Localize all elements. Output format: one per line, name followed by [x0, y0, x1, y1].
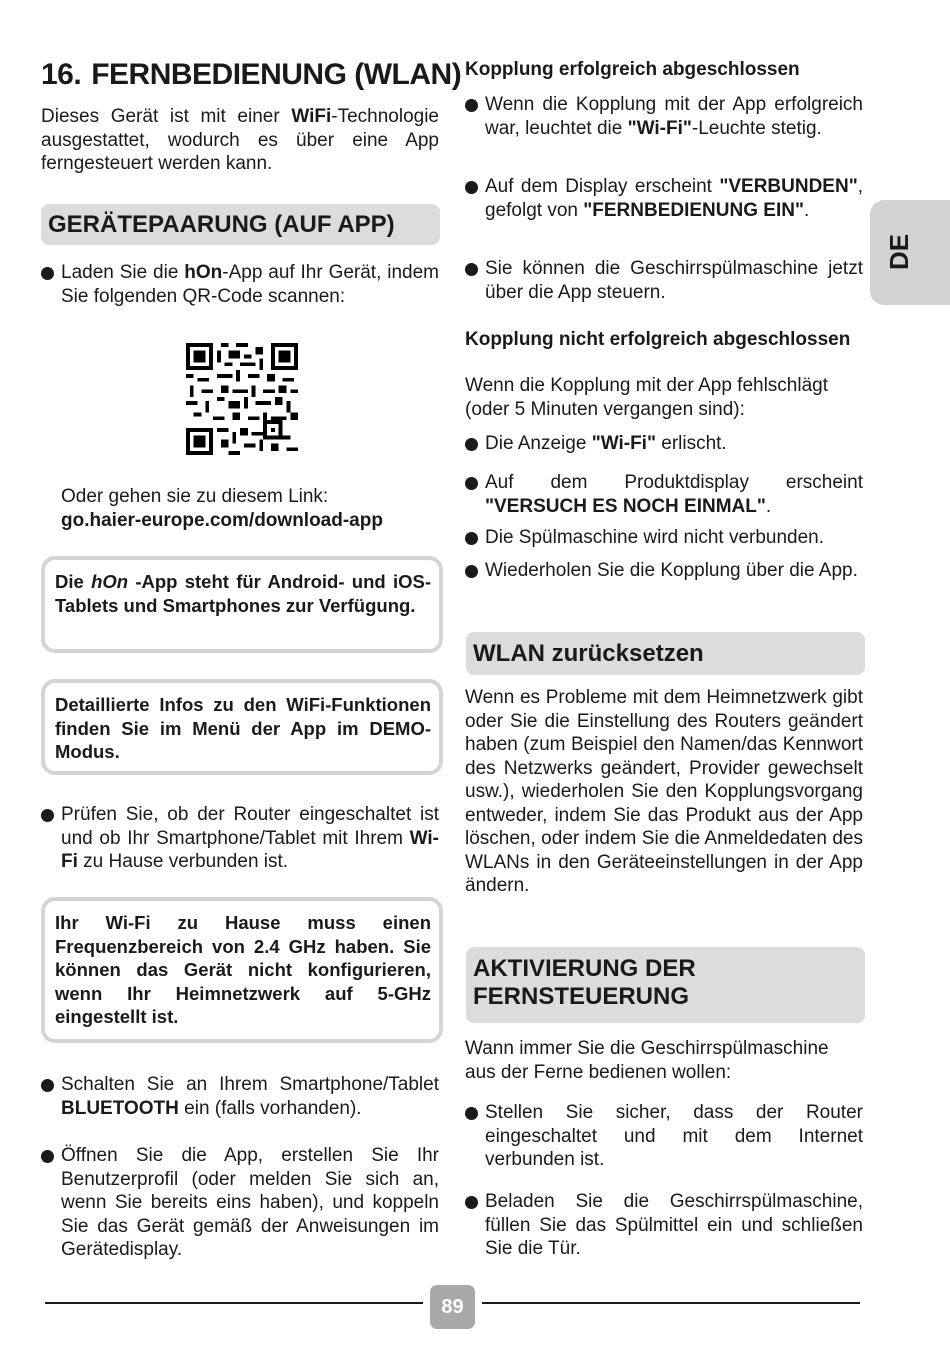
failure-bullet-wifi: Die Anzeige "Wi-Fi" erlischt.: [465, 432, 863, 456]
failure-bullet-retry: Wiederholen Sie die Kopplung über die App.: [465, 559, 863, 583]
pairing-heading: GERÄTEPAARUNG (AUF APP): [41, 204, 440, 245]
qr-code[interactable]: [186, 343, 298, 455]
bullet-dot: [465, 1107, 478, 1120]
success-heading: Kopplung erfolgreich abgeschlossen: [465, 59, 800, 80]
link-intro: Oder gehen sie zu diesem Link:: [61, 486, 329, 507]
failure-heading: Kopplung nicht erfolgreich abgeschlossen: [465, 329, 851, 350]
section-title: FERNBEDIENUNG (WLAN): [91, 58, 462, 91]
page-title: [41, 58, 461, 92]
bullet-dot: [465, 532, 478, 545]
remote-bullet-load: Beladen Sie die Geschirrspülmaschine, füllen Sie das Spülmittel ein und schließen Sie die Tür.: [465, 1190, 863, 1261]
info-box-frequency: Ihr Wi-Fi zu Hause muss einen Frequenzbereich von 2.4 GHz haben. Sie können das Gerät nicht konfigurieren, wenn Ihr Heimnetzwerk auf 5-GHz eingestellt ist.: [41, 897, 443, 1043]
info-box-platforms: Die hOn -App steht für Android- und iOS-Tablets und Smartphones zur Verfügung.: [41, 556, 443, 653]
reset-paragraph: Wenn es Probleme mit dem Heimnetzwerk gibt oder Sie die Einstellung des Routers geändert haben (zum Beispiel den Namen/das Kennwort des Netzwerks geändert, Provider gewechselt usw.), wiederholen Sie den Kopplungsvorgang entweder, indem Sie das Produkt aus der App löschen, oder indem Sie die Anmeldedaten des WLANs in den Geräteeinstellungen in der App ändern.: [465, 687, 863, 896]
success-bullet-display: Auf dem Display erscheint "VERBUNDEN", gefolgt von "FERNBEDIENUNG EIN".: [465, 175, 863, 222]
bullet-dot: [465, 181, 478, 194]
remote-bullet-router: Stellen Sie sicher, dass der Router eingeschaltet und mit dem Internet verbunden ist.: [465, 1101, 863, 1172]
bullet-dot: [41, 1150, 54, 1163]
failure-bullet-display: Auf dem Produktdisplay erscheint "VERSUCH ES NOCH EINMAL".: [465, 471, 863, 518]
remote-heading: [466, 947, 865, 1023]
language-tab-label: DE: [884, 233, 914, 270]
success-bullet-wifi: Wenn die Kopplung mit der App erfolgreich war, leuchtet die "Wi-Fi"-Leuchte stetig.: [465, 93, 863, 140]
pairing-bullet-bluetooth: Schalten Sie an Ihrem Smartphone/Tablet BLUETOOTH ein (falls vorhanden).: [41, 1073, 439, 1120]
remote-intro: Wann immer Sie die Geschirrspülmaschine aus der Ferne bedienen wollen:: [465, 1038, 829, 1083]
footer-rule-left: [45, 1302, 423, 1304]
pairing-bullet-router: Prüfen Sie, ob der Router eingeschaltet ist und ob Ihr Smartphone/Tablet mit Ihrem Wi-Fi zu Hause verbunden ist.: [41, 803, 439, 874]
bullet-dot: [465, 477, 478, 490]
pairing-bullet-download: Laden Sie die hOn-App auf Ihr Gerät, indem Sie folgenden QR-Code scannen:: [41, 261, 439, 308]
failure-bullet-not-connected: Die Spülmaschine wird nicht verbunden.: [465, 526, 863, 550]
remote-heading-line1: AKTIVIERUNG DER: [473, 955, 696, 982]
bullet-dot: [41, 809, 54, 822]
section-number: 16.: [41, 58, 82, 91]
failure-intro: Wenn die Kopplung mit der App fehlschlägt (oder 5 Minuten vergangen sind):: [465, 375, 828, 420]
reset-heading: WLAN zurücksetzen: [466, 632, 865, 675]
bullet-dot: [465, 263, 478, 276]
bullet-dot: [41, 267, 54, 280]
bullet-dot: [465, 99, 478, 112]
footer-rule-right: [482, 1302, 860, 1304]
page-number: 89: [430, 1285, 475, 1329]
bullet-dot: [465, 1196, 478, 1209]
success-bullet-control: Sie können die Geschirrspülmaschine jetzt über die App steuern.: [465, 257, 863, 304]
intro-paragraph: Dieses Gerät ist mit einer WiFi-Technologie ausgestattet, wodurch es über eine App ferngesteuert werden kann.: [41, 106, 439, 174]
language-tab: [870, 200, 950, 305]
download-link[interactable]: go.haier-europe.com/download-app: [61, 510, 383, 531]
bullet-dot: [465, 565, 478, 578]
pairing-bullet-app: Öffnen Sie die App, erstellen Sie Ihr Benutzerprofil (oder melden Sie sich an, wenn Sie bereits eins haben), und koppeln Sie das Gerät gemäß der Anweisungen im Gerätedisplay.: [41, 1144, 439, 1262]
bullet-dot: [41, 1079, 54, 1092]
remote-heading-line2: FERNSTEUERUNG: [473, 983, 690, 1010]
info-box-demo: Detaillierte Infos zu den WiFi-Funktionen finden Sie im Menü der App im DEMO-Modus.: [41, 679, 443, 775]
bullet-dot: [465, 438, 478, 451]
